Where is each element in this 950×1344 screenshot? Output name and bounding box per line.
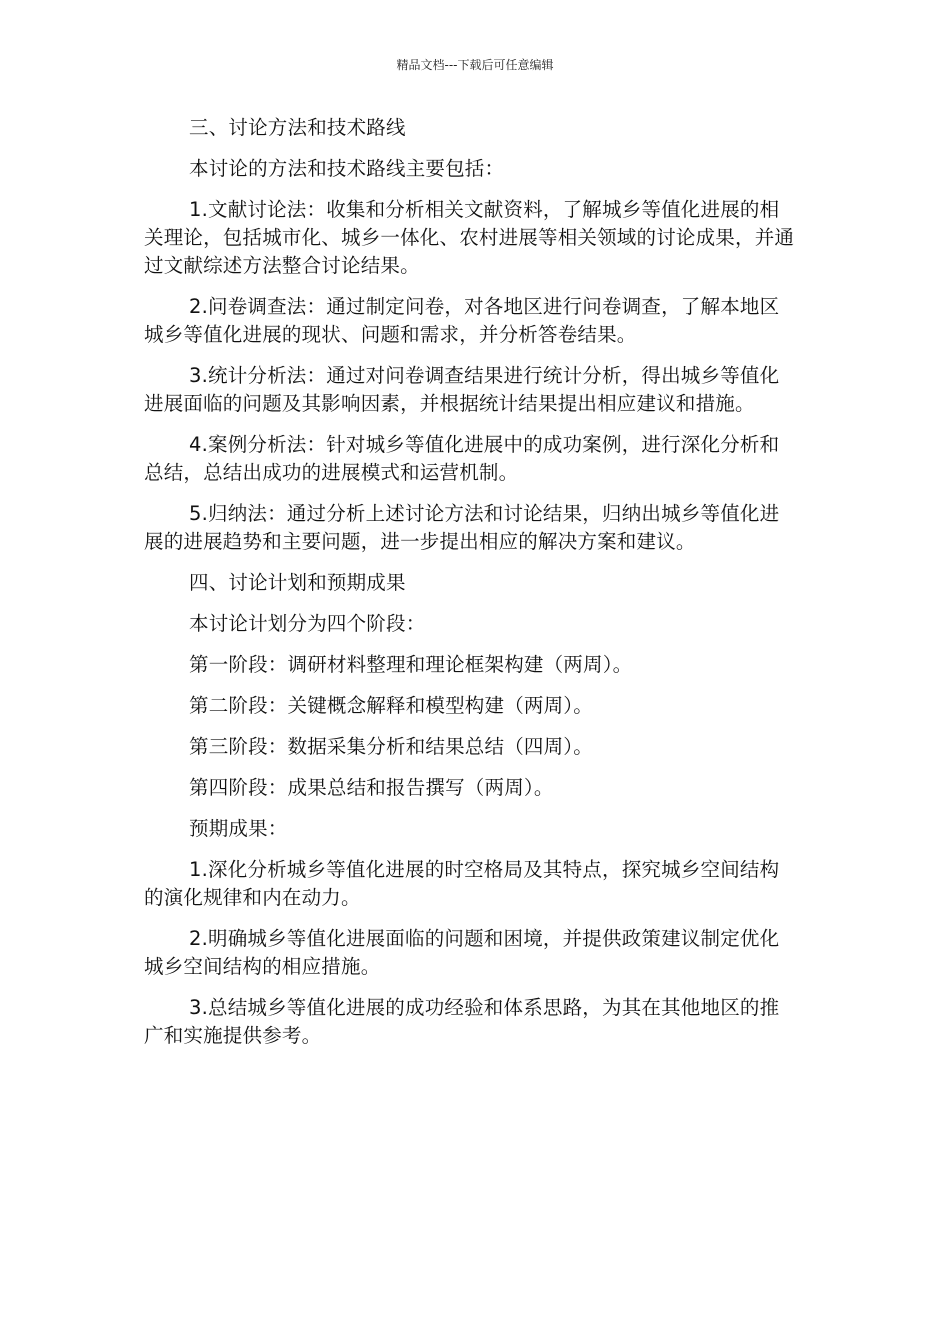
paragraph: 预期成果： [189,817,288,840]
page-header: 精品文档---下载后可任意编辑 [396,58,554,72]
section-heading-methods: 三、讨论方法和技术路线 [189,116,406,139]
list-item: 5.归纳法：通过分析上述讨论方法和讨论结果，归纳出城乡等值化进展的进展趋势和主要问题，进一步提出相应的解决方案和建议。 [144,502,780,553]
stage-item: 第四阶段：成果总结和报告撰写（两周）。 [189,776,554,799]
paragraph: 本讨论计划分为四个阶段： [189,612,426,635]
section-heading-plan: 四、讨论计划和预期成果 [189,571,406,594]
paragraph: 本讨论的方法和技术路线主要包括： [189,157,505,180]
stage-item: 第一阶段：调研材料整理和理论框架构建（两周）。 [189,653,633,676]
list-item: 2.明确城乡等值化进展面临的问题和困境，并提供政策建议制定优化城乡空间结构的相应措施。 [144,927,780,978]
list-item: 1.文献讨论法：收集和分析相关文献资料，了解城乡等值化进展的相关理论，包括城市化、城乡一体化、农村进展等相关领域的讨论成果，并通过文献综述方法整合讨论结果。 [144,198,795,277]
document-body [144,114,796,1063]
list-item: 1.深化分析城乡等值化进展的时空格局及其特点，探究城乡空间结构的演化规律和内在动力。 [144,858,780,909]
stage-item: 第二阶段：关键概念解释和模型构建（两周）。 [189,694,593,717]
list-item: 3.统计分析法：通过对问卷调查结果进行统计分析，得出城乡等值化进展面临的问题及其影响因素，并根据统计结果提出相应建议和措施。 [144,364,780,415]
list-item: 3.总结城乡等值化进展的成功经验和体系思路，为其在其他地区的推广和实施提供参考。 [144,996,780,1047]
stage-item: 第三阶段：数据采集分析和结果总结（四周）。 [189,735,593,758]
list-item: 4.案例分析法：针对城乡等值化进展中的成功案例，进行深化分析和总结，总结出成功的进展模式和运营机制。 [144,433,780,484]
list-item: 2.问卷调查法：通过制定问卷，对各地区进行问卷调查，了解本地区城乡等值化进展的现状、问题和需求，并分析答卷结果。 [144,295,780,346]
